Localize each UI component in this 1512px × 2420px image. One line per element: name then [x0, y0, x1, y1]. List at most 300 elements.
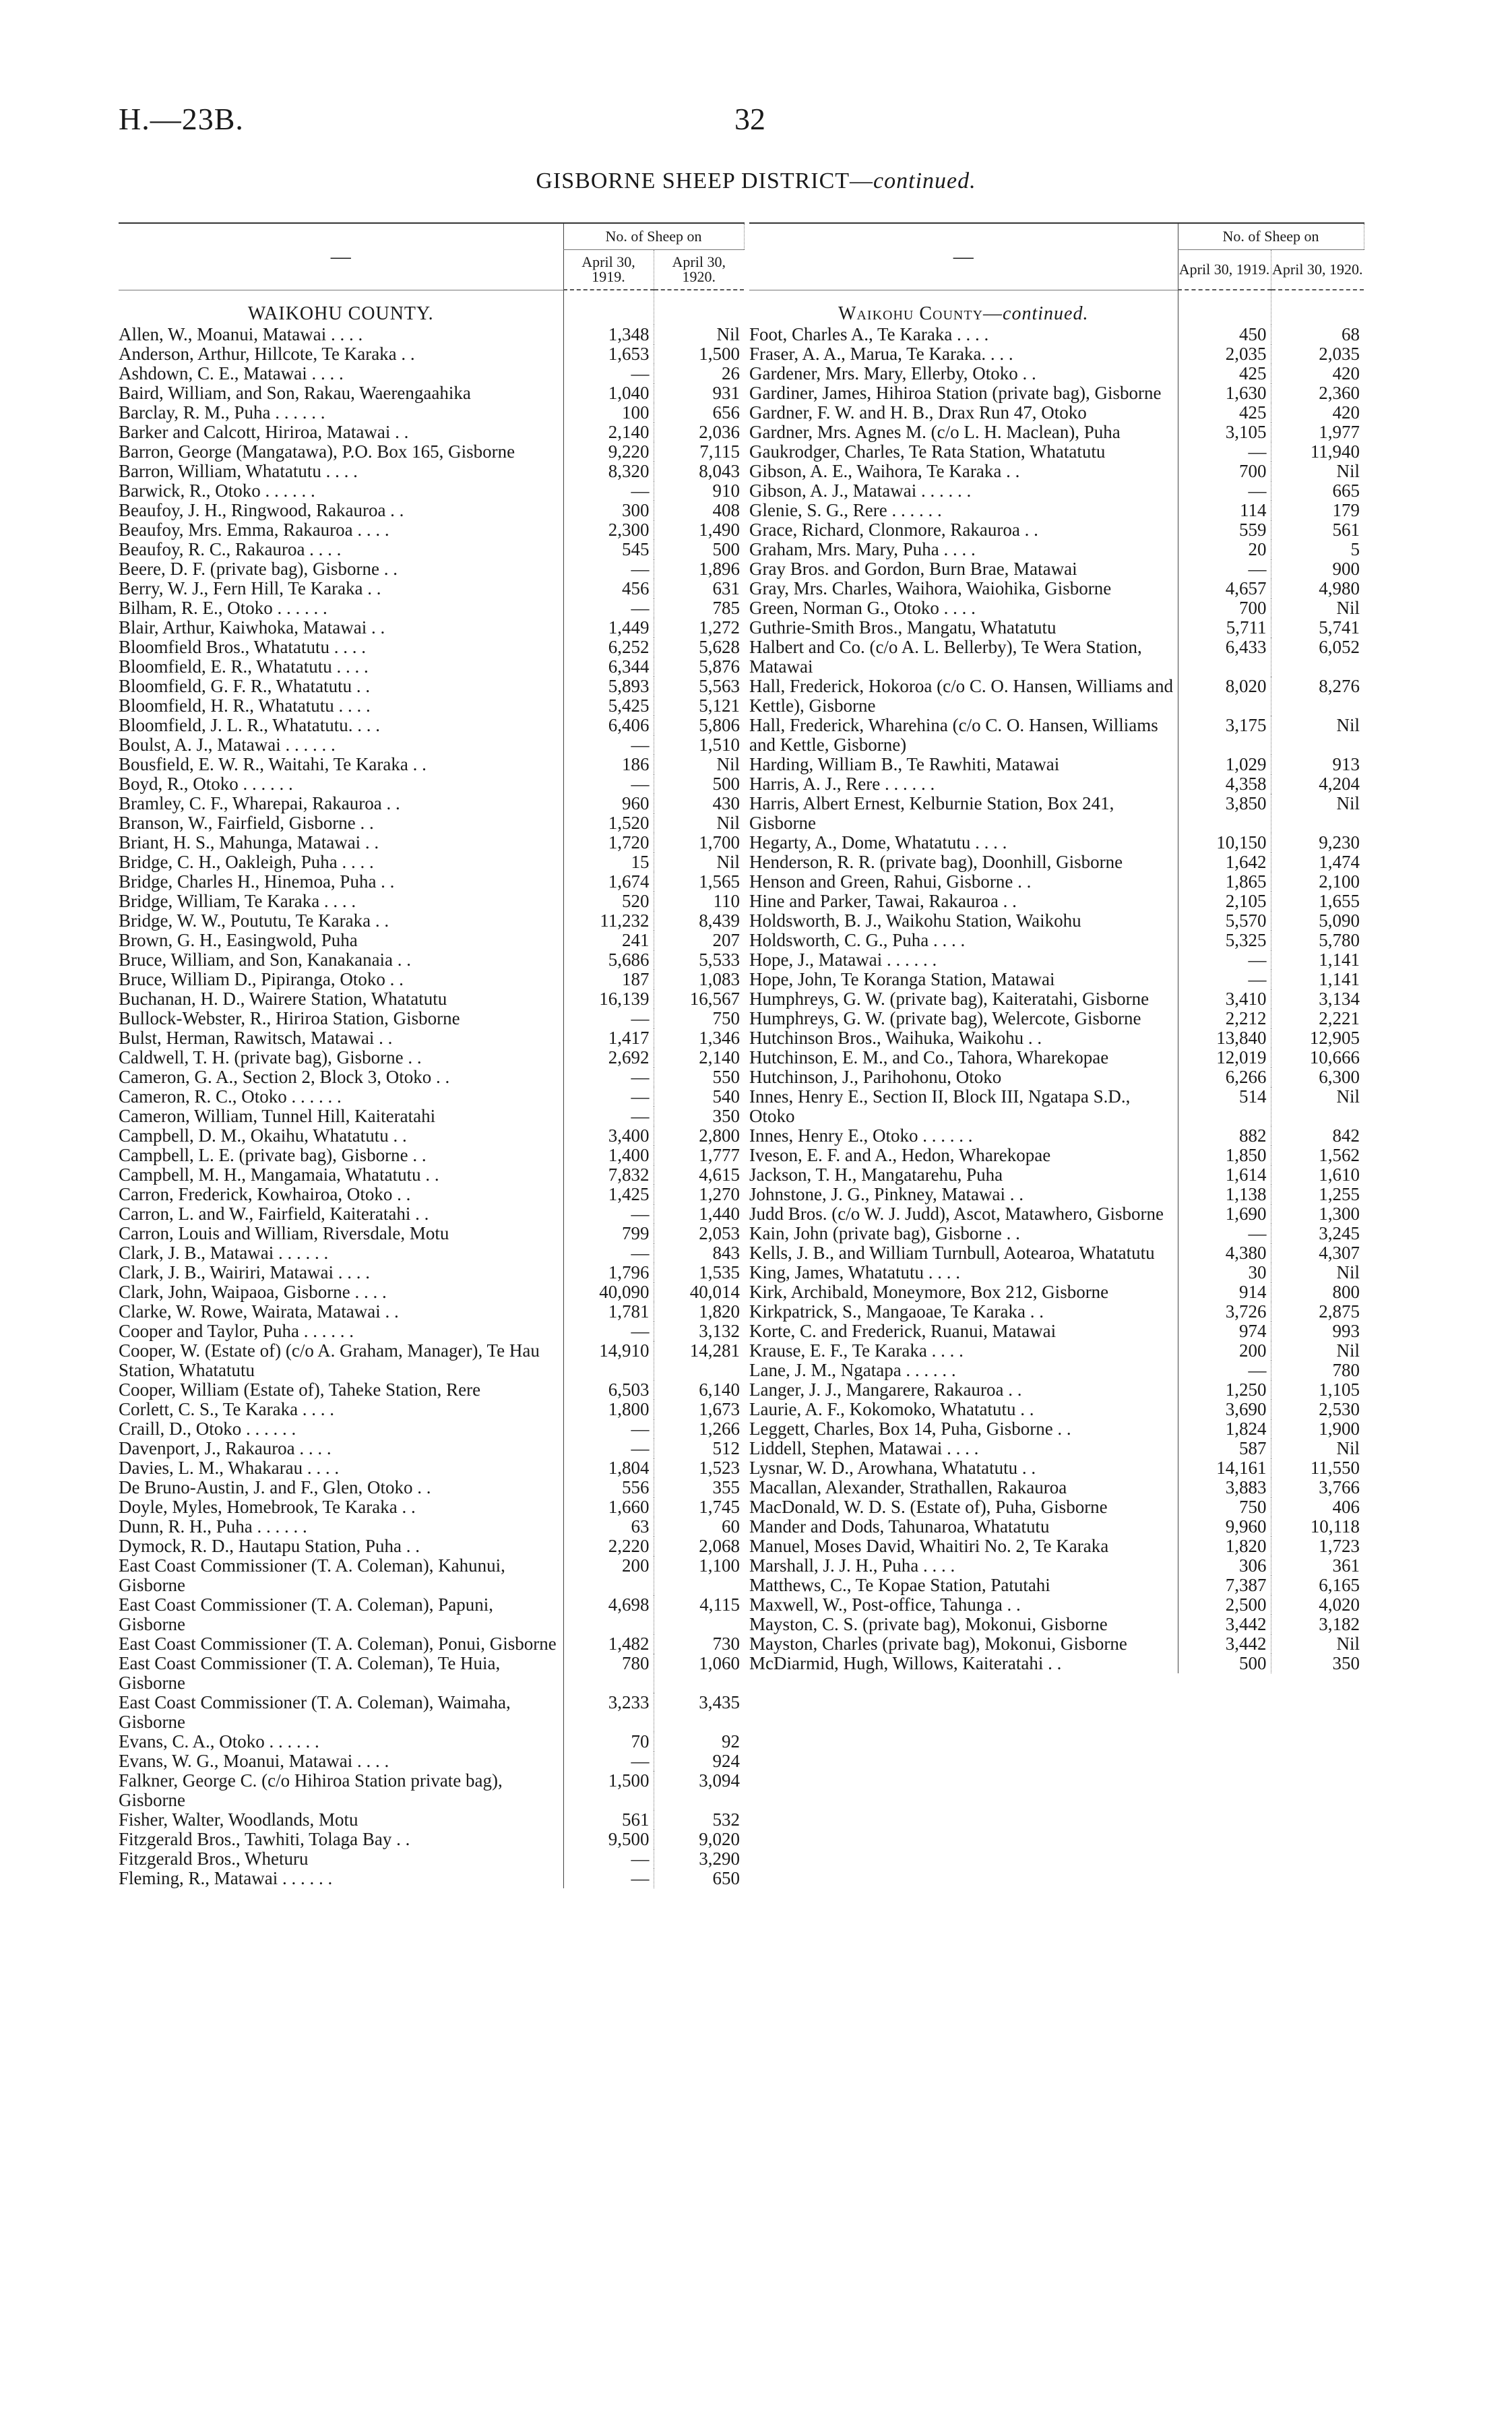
owner-name: Graham, Mrs. Mary, Puha . . . . [749, 538, 976, 559]
table-row [119, 1478, 744, 1497]
owner-name: Bruce, William D., Pipiranga, Otoko . . [119, 968, 404, 989]
sheep-1919: 10,150 [1178, 833, 1271, 852]
sheep-1920: Nil [716, 812, 741, 833]
owner-name: Bloomfield Bros., Whatatutu . . . . [119, 636, 366, 657]
table-row [119, 1517, 744, 1537]
right-table [749, 222, 1364, 1673]
sheep-1920: 1,440 [699, 1203, 741, 1224]
sheep-1919: 3,442 [1178, 1615, 1271, 1634]
sheep-1920: 1,673 [699, 1398, 741, 1419]
sheep-1919: 3,442 [1178, 1634, 1271, 1654]
owner-name: Cooper, W. (Estate of) (c/o A. Graham, Manager), Te Hau Station, Whatatutu [119, 1340, 540, 1380]
owner-name: Kirkpatrick, S., Mangaoae, Te Karaka . . [749, 1301, 1044, 1322]
sheep-1920: 3,435 [699, 1692, 741, 1712]
sheep-1920: 5,628 [699, 636, 741, 657]
sheep-1920: 5,876 [699, 656, 741, 677]
owner-name: Bridge, Charles H., Hinemoa, Puha . . [119, 871, 395, 892]
table-row [749, 364, 1364, 383]
col-1919-header: April 30, 1919. [563, 250, 654, 290]
sheep-1920: Nil [1336, 1633, 1360, 1654]
sheep-1920: 3,134 [1319, 988, 1360, 1009]
sheep-1919: 20 [1178, 540, 1271, 559]
table-row [749, 1322, 1364, 1341]
sheep-1920: Nil [716, 753, 741, 774]
owner-name: Cooper and Taylor, Puha . . . . . . [119, 1320, 354, 1341]
sheep-1920: 6,300 [1319, 1066, 1360, 1087]
sheep-1919: 4,358 [1178, 774, 1271, 794]
owner-name: Evans, W. G., Moanui, Matawai . . . . [119, 1750, 389, 1771]
sheep-1920: 1,100 [699, 1555, 741, 1576]
sheep-1920: 68 [1342, 323, 1360, 344]
table-row [119, 1693, 744, 1732]
sheep-1919: 556 [563, 1478, 654, 1497]
county-heading-text: Waikohu County— [838, 303, 1003, 324]
sheep-1919: 559 [1178, 520, 1271, 540]
table-row [119, 520, 744, 540]
sheep-1920: 1,300 [1319, 1203, 1360, 1224]
sheep-1920: 785 [712, 597, 741, 618]
table-row [749, 1087, 1364, 1126]
sheep-1919: 1,690 [1178, 1204, 1271, 1224]
sheep-1920: 4,115 [699, 1594, 741, 1615]
table-row [119, 911, 744, 931]
table-row [749, 403, 1364, 423]
sheep-1920: 14,281 [689, 1340, 741, 1361]
owner-name: Barron, William, Whatatutu . . . . [119, 460, 358, 481]
sheep-1919: 1,800 [563, 1400, 654, 1419]
page-title-suffix: continued. [873, 168, 976, 193]
sheep-1919: 187 [563, 970, 654, 989]
owner-name: Brown, G. H., Easingwold, Puha [119, 929, 358, 950]
owner-name: Mander and Dods, Tahunaroa, Whatatutu [749, 1516, 1050, 1537]
sheep-1919: 1,029 [1178, 755, 1271, 774]
table-row [119, 1009, 744, 1028]
sheep-1920: 6,140 [699, 1379, 741, 1400]
sheep-1920: 750 [712, 1007, 741, 1028]
table-row [749, 1419, 1364, 1439]
sheep-1919: 2,140 [563, 423, 654, 442]
table-row [749, 1478, 1364, 1497]
table-row [749, 1361, 1364, 1380]
sheep-1920: 5,533 [699, 949, 741, 970]
sheep-1920: 430 [712, 793, 741, 813]
table-row [119, 344, 744, 364]
sheep-1920: 1,610 [1319, 1164, 1360, 1185]
sheep-1919: 306 [1178, 1556, 1271, 1576]
sheep-1920: 512 [712, 1437, 741, 1458]
sheep-1919: 914 [1178, 1282, 1271, 1302]
table-row [119, 657, 744, 677]
sheep-1920: 2,036 [699, 421, 741, 442]
sheep-1919: 2,212 [1178, 1009, 1271, 1028]
page-title [0, 168, 1512, 194]
table-row [119, 716, 744, 735]
sheep-1919: 2,220 [563, 1537, 654, 1556]
owner-name: Clark, J. B., Wairiri, Matawai . . . . [119, 1262, 371, 1282]
sheep-1920: 8,439 [699, 910, 741, 931]
sheep-1919: 3,726 [1178, 1302, 1271, 1322]
owner-name: East Coast Commissioner (T. A. Coleman), Papuni, Gisborne [119, 1594, 493, 1634]
document-code: H.—23B. [119, 102, 244, 136]
sheep-1920: 10,118 [1310, 1516, 1360, 1537]
sheep-1919: 6,344 [563, 657, 654, 677]
owner-name: Hope, John, Te Koranga Station, Matawai [749, 968, 1055, 989]
sheep-1920: 1,083 [699, 968, 741, 989]
sheep-1920: 561 [1332, 519, 1360, 540]
table-row [119, 383, 744, 403]
owner-name: Henson and Green, Rahui, Gisborne . . [749, 871, 1032, 892]
sheep-1920: Nil [1336, 1340, 1360, 1361]
sheep-1920: 1,655 [1319, 890, 1360, 911]
sheep-1920: 3,245 [1319, 1222, 1360, 1243]
table-row [119, 1849, 744, 1869]
table-row [749, 325, 1364, 344]
sheep-1920: 8,276 [1319, 675, 1360, 696]
table-row [119, 598, 744, 618]
sheep-1919: — [563, 1439, 654, 1458]
sheep-1920: Nil [1336, 1437, 1360, 1458]
sheep-1919: 3,883 [1178, 1478, 1271, 1497]
owner-name: Judd Bros. (c/o W. J. Judd), Ascot, Matawhero, Gisborne [749, 1203, 1164, 1224]
table-row [119, 1771, 744, 1810]
table-row [119, 423, 744, 442]
table-row [119, 618, 744, 638]
owner-name: Macallan, Alexander, Strathallen, Rakauroa [749, 1477, 1067, 1497]
owner-name: Johnstone, J. G., Pinkney, Matawai . . [749, 1183, 1023, 1204]
owner-name: Humphreys, G. W. (private bag), Kaiteratahi, Gisborne [749, 988, 1149, 1009]
sheep-1919: 4,657 [1178, 579, 1271, 598]
sheep-1920: 7,115 [699, 441, 741, 462]
sheep-1919: 1,824 [1178, 1419, 1271, 1439]
sheep-1919: 5,325 [1178, 931, 1271, 950]
owner-name: Bilham, R. E., Otoko . . . . . . [119, 597, 327, 618]
sheep-count-header: No. of Sheep on [563, 223, 744, 250]
table-row [749, 501, 1364, 520]
sheep-1919: 1,425 [563, 1185, 654, 1204]
owner-name: Branson, W., Fairfield, Gisborne . . [119, 812, 374, 833]
table-row [749, 1517, 1364, 1537]
sheep-1920: 5 [1350, 538, 1360, 559]
table-row [119, 1048, 744, 1067]
sheep-1920: 1,060 [699, 1652, 741, 1673]
table-row [749, 1302, 1364, 1322]
sheep-1919: 16,139 [563, 989, 654, 1009]
table-row [119, 696, 744, 716]
owner-name: Henderson, R. R. (private bag), Doonhill, Gisborne [749, 851, 1123, 872]
table-row [119, 1087, 744, 1107]
table-row [119, 1263, 744, 1282]
sheep-1919: — [1178, 442, 1271, 462]
owner-name: Campbell, L. E. (private bag), Gisborne . . [119, 1144, 427, 1165]
sheep-1919: 6,266 [1178, 1067, 1271, 1087]
sheep-1919: 40,090 [563, 1282, 654, 1302]
table-row [749, 598, 1364, 618]
sheep-1920: 2,100 [1319, 871, 1360, 892]
sheep-1919: 9,960 [1178, 1517, 1271, 1537]
owner-name: Cameron, R. C., Otoko . . . . . . [119, 1086, 342, 1107]
owner-name: Davenport, J., Rakauroa . . . . [119, 1437, 332, 1458]
owner-name: East Coast Commissioner (T. A. Coleman), Kahunui, Gisborne [119, 1555, 505, 1595]
table-row [749, 1204, 1364, 1224]
owner-name: Holdsworth, B. J., Waikohu Station, Waikohu [749, 910, 1081, 931]
sheep-1919: 1,720 [563, 833, 654, 852]
sheep-1919: 780 [563, 1654, 654, 1693]
sheep-1919: — [563, 1419, 654, 1439]
sheep-1920: 1,523 [699, 1457, 741, 1478]
owner-name: De Bruno-Austin, J. and F., Glen, Otoko . . [119, 1477, 431, 1497]
sheep-1919: — [563, 1869, 654, 1888]
sheep-1920: 913 [1332, 753, 1360, 774]
owner-name: Fraser, A. A., Marua, Te Karaka. . . . [749, 343, 1013, 364]
table-row [749, 1185, 1364, 1204]
sheep-1920: 420 [1332, 363, 1360, 383]
sheep-1920: 1,777 [699, 1144, 741, 1165]
table-row [119, 892, 744, 911]
sheep-1919: 186 [563, 755, 654, 774]
table-row [749, 638, 1364, 677]
owner-name: Fisher, Walter, Woodlands, Motu [119, 1809, 358, 1830]
owner-name: Cameron, William, Tunnel Hill, Kaiteratahi [119, 1105, 436, 1126]
sheep-1920: 408 [712, 499, 741, 520]
sheep-1920: Nil [1336, 597, 1360, 618]
sheep-1920: 12,905 [1309, 1027, 1360, 1048]
table-row [119, 1537, 744, 1556]
owner-name: Berry, W. J., Fern Hill, Te Karaka . . [119, 578, 381, 598]
owner-name: Grace, Richard, Clonmore, Rakauroa . . [749, 519, 1038, 540]
table-row [749, 755, 1364, 774]
owner-name: Iveson, E. F. and A., Hedon, Wharekopae [749, 1144, 1051, 1165]
table-row [749, 1634, 1364, 1654]
sheep-1919: 1,674 [563, 872, 654, 892]
owner-name: Gray, Mrs. Charles, Waihora, Waiohika, Gisborne [749, 578, 1112, 598]
sheep-1919: 1,348 [563, 325, 654, 344]
table-row [749, 911, 1364, 931]
sheep-1919: 9,500 [563, 1830, 654, 1849]
table-row [749, 794, 1364, 833]
sheep-1919: 1,614 [1178, 1165, 1271, 1185]
sheep-1919: 100 [563, 403, 654, 423]
sheep-1919: 1,417 [563, 1028, 654, 1048]
table-row [749, 1009, 1364, 1028]
table-row [119, 638, 744, 657]
sheep-1920: 1,272 [699, 617, 741, 638]
owner-name: Halbert and Co. (c/o A. L. Bellerby), Te Wera Station, Matawai [749, 636, 1142, 677]
col-1920-header: April 30, 1920. [1271, 250, 1364, 290]
sheep-1919: 1,500 [563, 1771, 654, 1810]
sheep-1919: 8,320 [563, 462, 654, 481]
sheep-1920: 3,290 [699, 1848, 741, 1869]
owner-name: East Coast Commissioner (T. A. Coleman), Te Huia, Gisborne [119, 1652, 501, 1693]
owner-name: Bloomfield, H. R., Whatatutu . . . . [119, 695, 371, 716]
sheep-1919: 5,893 [563, 677, 654, 696]
sheep-1919: 882 [1178, 1126, 1271, 1146]
sheep-1919: 1,865 [1178, 872, 1271, 892]
sheep-1920: Nil [1336, 714, 1360, 735]
table-row [119, 950, 744, 970]
sheep-1919: 200 [1178, 1341, 1271, 1361]
table-row [119, 1810, 744, 1830]
table-row [119, 579, 744, 598]
owner-name: Blair, Arthur, Kaiwhoka, Matawai . . [119, 617, 385, 638]
sheep-1919: 14,161 [1178, 1458, 1271, 1478]
sheep-1920: 1,535 [699, 1262, 741, 1282]
sheep-1920: 1,977 [1319, 421, 1360, 442]
table-row [119, 1067, 744, 1087]
sheep-1920: 1,565 [699, 871, 741, 892]
table-row [119, 481, 744, 501]
page-number: 32 [734, 102, 765, 136]
sheep-1920: 420 [1332, 402, 1360, 423]
owner-name: Boulst, A. J., Matawai . . . . . . [119, 734, 336, 755]
owner-name: Innes, Henry E., Section II, Block III, Ngatapa S.D., Otoko [749, 1086, 1131, 1126]
sheep-1920: 361 [1332, 1555, 1360, 1576]
sheep-1919: 2,300 [563, 520, 654, 540]
sheep-1920: 656 [712, 402, 741, 423]
table-row [119, 559, 744, 579]
sheep-1920: 9,230 [1319, 832, 1360, 852]
owner-name: Kain, John (private bag), Gisborne . . [749, 1222, 1020, 1243]
table-row [119, 1224, 744, 1243]
owner-name: Jackson, T. H., Mangatarehu, Puha [749, 1164, 1003, 1185]
owner-name: Leggett, Charles, Box 14, Puha, Gisborne . . [749, 1418, 1071, 1439]
owner-name: Boyd, R., Otoko . . . . . . [119, 773, 293, 794]
table-row [749, 872, 1364, 892]
owner-name: Anderson, Arthur, Hillcote, Te Karaka . . [119, 343, 415, 364]
table-row [749, 1595, 1364, 1615]
owner-name: Langer, J. J., Mangarere, Rakauroa . . [749, 1379, 1022, 1400]
sheep-1919: 6,406 [563, 716, 654, 735]
sheep-1920: 11,550 [1310, 1457, 1360, 1478]
owner-name: Carron, Frederick, Kowhairoa, Otoko . . [119, 1183, 411, 1204]
sheep-1920: 2,140 [699, 1047, 741, 1067]
sheep-1920: 350 [712, 1105, 741, 1126]
owner-name: Bousfield, E. W. R., Waitahi, Te Karaka . . [119, 753, 427, 774]
table-row [119, 1830, 744, 1849]
sheep-1919: 3,850 [1178, 794, 1271, 833]
owner-name: Lysnar, W. D., Arowhana, Whatatutu . . [749, 1457, 1036, 1478]
sheep-1919: 700 [1178, 598, 1271, 618]
owner-name: Glenie, S. G., Rere . . . . . . [749, 499, 942, 520]
owner-name: Barron, George (Mangatawa), P.O. Box 165, Gisborne [119, 441, 515, 462]
sheep-1919: 3,410 [1178, 989, 1271, 1009]
table-row [749, 1497, 1364, 1517]
table-row [749, 970, 1364, 989]
sheep-1920: 16,567 [689, 988, 741, 1009]
owner-name: Hegarty, A., Dome, Whatatutu . . . . [749, 832, 1007, 852]
owner-name: Bridge, William, Te Karaka . . . . [119, 890, 356, 911]
sheep-1919: 545 [563, 540, 654, 559]
owner-name: Clark, John, Waipaoa, Gisborne . . . . [119, 1281, 387, 1302]
sheep-1920: 1,510 [699, 734, 741, 755]
sheep-1919: 5,711 [1178, 618, 1271, 638]
col-1919-header: April 30, 1919. [1178, 250, 1271, 290]
owner-name: Gray Bros. and Gordon, Burn Brae, Matawai [749, 558, 1077, 579]
sheep-1920: 5,780 [1319, 929, 1360, 950]
sheep-1920: 843 [712, 1242, 741, 1263]
table-row [749, 833, 1364, 852]
sheep-1920: 1,270 [699, 1183, 741, 1204]
sheep-1919: — [1178, 481, 1271, 501]
sheep-1920: 5,121 [699, 695, 741, 716]
table-row [749, 1243, 1364, 1263]
table-row [119, 1243, 744, 1263]
sheep-1920: 3,766 [1319, 1477, 1360, 1497]
owner-name: McDiarmid, Hugh, Willows, Kaiteratahi . . [749, 1652, 1062, 1673]
sheep-1919: 456 [563, 579, 654, 598]
county-heading-suffix: continued. [1003, 303, 1089, 324]
sheep-1919: 4,698 [563, 1595, 654, 1634]
table-row [119, 364, 744, 383]
sheep-1919: 1,820 [1178, 1537, 1271, 1556]
table-row [749, 520, 1364, 540]
sheep-1920: 92 [722, 1731, 741, 1751]
owner-name: Gardner, Mrs. Agnes M. (c/o L. H. Maclean), Puha [749, 421, 1121, 442]
owner-name: Barker and Calcott, Hiriroa, Matawai . . [119, 421, 409, 442]
owner-name: Gardener, Mrs. Mary, Ellerby, Otoko . . [749, 363, 1036, 383]
table-row [119, 1751, 744, 1771]
sheep-1919: 587 [1178, 1439, 1271, 1458]
sheep-1919: 1,138 [1178, 1185, 1271, 1204]
sheep-1920: 1,474 [1319, 851, 1360, 872]
sheep-1920: 2,800 [699, 1125, 741, 1146]
sheep-1919: 1,781 [563, 1302, 654, 1322]
sheep-1919: 2,105 [1178, 892, 1271, 911]
sheep-1919: — [563, 364, 654, 383]
owner-name: Bruce, William, and Son, Kanakanaia . . [119, 949, 412, 970]
sheep-1919: 114 [1178, 501, 1271, 520]
owner-name: Manuel, Moses David, Whaitiri No. 2, Te Karaka [749, 1535, 1109, 1556]
owner-name: Korte, C. and Frederick, Ruanui, Matawai [749, 1320, 1057, 1341]
sheep-1920: 1,500 [699, 343, 741, 364]
sheep-1919: 5,686 [563, 950, 654, 970]
table-row [119, 1341, 744, 1380]
table-row [119, 325, 744, 344]
owner-name: Carron, Louis and William, Riversdale, Motu [119, 1222, 449, 1243]
table-row [749, 559, 1364, 579]
sheep-1920: 110 [713, 890, 741, 911]
table-row [749, 344, 1364, 364]
owner-name: Bulst, Herman, Rawitsch, Matawai . . [119, 1027, 393, 1048]
owner-name: Cameron, G. A., Section 2, Block 3, Otoko . . [119, 1066, 450, 1087]
sheep-1920: 1,700 [699, 832, 741, 852]
label-header: — [119, 223, 563, 290]
table-row [119, 1380, 744, 1400]
owner-name: Dymock, R. D., Hautapu Station, Puha . . [119, 1535, 420, 1556]
table-row [119, 1556, 744, 1595]
sheep-1920: 540 [712, 1086, 741, 1107]
sheep-1920: 5,563 [699, 675, 741, 696]
sheep-1920: 1,900 [1319, 1418, 1360, 1439]
sheep-1920: 2,221 [1319, 1007, 1360, 1028]
sheep-1920: 2,875 [1319, 1301, 1360, 1322]
owner-name: Campbell, M. H., Mangamaia, Whatatutu . . [119, 1164, 439, 1185]
sheep-1920: Nil [1336, 1086, 1360, 1107]
sheep-1919: 1,520 [563, 813, 654, 833]
sheep-1919: 200 [563, 1556, 654, 1595]
owner-name: Beaufoy, J. H., Ringwood, Rakauroa . . [119, 499, 404, 520]
table-row [749, 579, 1364, 598]
owner-name: Ashdown, C. E., Matawai . . . . [119, 363, 344, 383]
sheep-1920: 1,490 [699, 519, 741, 540]
sheep-1919: 500 [1178, 1654, 1271, 1673]
table-row [119, 931, 744, 950]
county-heading [749, 290, 1178, 325]
sheep-1920: 800 [1332, 1281, 1360, 1302]
sheep-1919: 2,500 [1178, 1595, 1271, 1615]
sheep-1919: — [563, 1243, 654, 1263]
owner-name: Bullock-Webster, R., Hiriroa Station, Gisborne [119, 1007, 460, 1028]
sheep-1919: 30 [1178, 1263, 1271, 1282]
